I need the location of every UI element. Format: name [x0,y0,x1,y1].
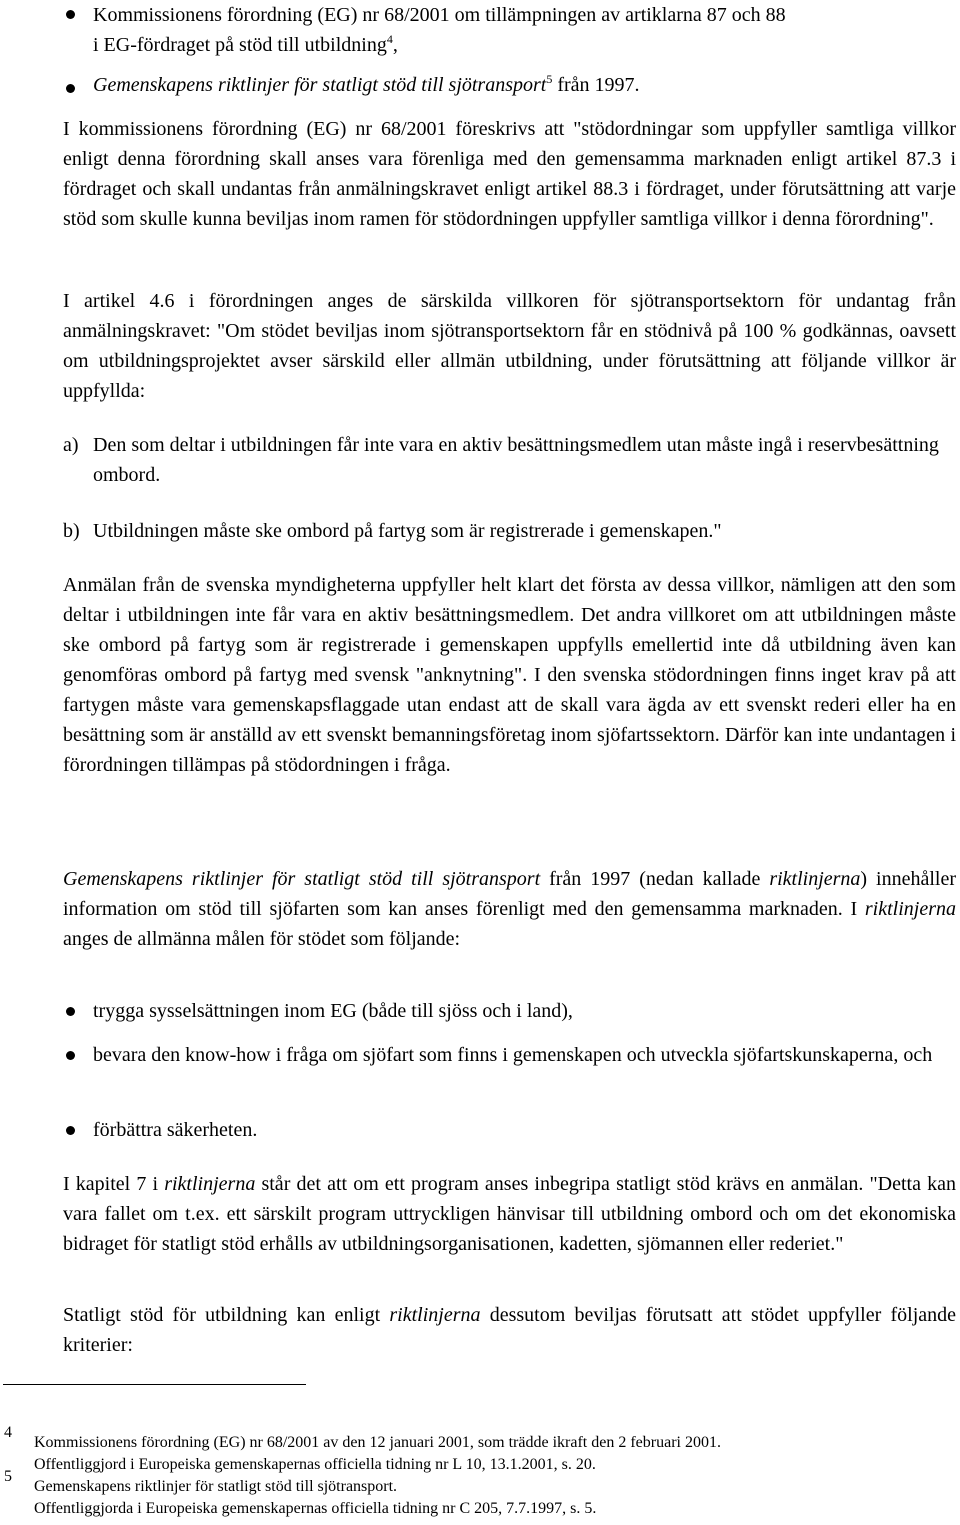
footnote-number: 5 [4,1468,12,1485]
condition-label: b) [63,520,80,542]
list-item-text: trygga sysselsättningen inom EG (både till sjöss och i land), [93,1000,573,1022]
condition-label: a) [63,434,79,456]
footnote-text: Kommissionens förordning (EG) nr 68/2001 av den 12 januari 2001, som trädde ikraft den 2 februari 2001. [34,1434,721,1451]
bullet-icon [66,10,75,19]
condition-text: Den som deltar i utbildningen får inte vara en aktiv besättningsmedlem utan måste ingå i reservbesättning ombord. [93,434,939,486]
bullet-icon [66,84,75,93]
paragraph: I kommissionens förordning (EG) nr 68/2001 föreskrivs att "stödordningar som uppfyller samtliga villkor enligt denna förordning skall anses vara förenliga med den gemensamma marknaden enligt artikel 87.3 i fördraget och skall undantas från anmälningskravet enligt artikel 88.3 i fördraget, under förutsättning att varje stöd som skulle kunna beviljas inom ramen för stödordningen uppfyller samtliga villkor i denna förordning". [63,118,956,230]
paragraph: Anmälan från de svenska myndigheterna uppfyller helt klart det första av dessa villkor, nämligen att den som deltar i utbildningen inte får vara en aktiv besättningsmedlem. Det andra villkoret om att utbildningen måste ske ombord på fartyg som är registrerade i gemenskapen uppfylls emellertid inte då utbildning även kan genomföras ombord på fartyg med svensk "anknytning". I den svenska stödordningen finns inget krav på att fartygen måste vara gemenskapsflaggade utan endast att de skall vara ägda av ett svenskt rederi eller ha en besättning som är anställd av ett svenskt bemanningsföretag inom sjöfartssektorn. Därför kan inte undantagen i förordningen tillämpas på stödordningen i fråga. [63,574,956,776]
paragraph: Statligt stöd för utbildning kan enligt riktlinjerna dessutom beviljas förutsatt att stödet uppfyller följande kriterier: [63,1304,957,1356]
paragraph: I kapitel 7 i riktlinjerna står det att om ett program anses inbegripa statligt stöd krävs en anmälan. "Detta kan vara fallet om t.ex. ett särskilt program uttryckligen hänvisar till utbildning ombord och om det ekonomiska bidraget för statligt stöd erhålls av utbildningsorganisationen, kadetten, sjömannen eller rederiet." [63,1173,956,1255]
list-item-text: Kommissionens förordning (EG) nr 68/2001 om tillämpningen av artiklarna 87 och 88 i EG-fördraget på stöd till utbildning$^4$, [93,4,786,56]
bullet-icon [66,1126,75,1135]
list-item-text: Gemenskapens riktlinjer för statligt stöd till sjötransport$^5$ från 1997. [93,72,640,96]
footnote-divider [3,1384,306,1385]
list-item-text: förbättra säkerheten. [93,1119,258,1141]
condition-text: Utbildningen måste ske ombord på fartyg som är registrerade i gemenskapen." [93,520,722,542]
condition-a [63,430,956,490]
paragraph: Gemenskapens riktlinjer för statligt stöd till sjötransport från 1997 (nedan kallade riktlinjerna) innehåller information om stöd till sjöfarten som kan anses förenligt med den gemensamma marknaden. I riktlinjerna anges de allmänna målen för stödet som följande: [63,868,957,950]
footnote-text: Offentliggjorda i Europeiska gemenskapernas officiella tidning nr C 205, 7.7.1997, s. 5. [34,1500,597,1517]
footnote-text: Gemenskapens riktlinjer för statligt stöd till sjötransport. [34,1478,398,1495]
paragraph: I artikel 4.6 i förordningen anges de särskilda villkoren för sjötransportsektorn för undantag från anmälningskravet: "Om stödet beviljas inom sjötransportsektorn får en stödnivå på 100 % godkännas, oavsett om utbildningsprojektet avser särskild eller allmän utbildning, under förutsättning att följande villkor är uppfyllda: [63,290,956,402]
bullet-icon [66,1007,75,1016]
footnote-ref: 5 [546,72,553,86]
bullet-icon [66,1051,75,1060]
footnote-number: 4 [4,1424,12,1441]
footnote-ref: 4 [386,32,393,46]
footnote-text: Offentliggjord i Europeiska gemenskapernas officiella tidning nr L 10, 13.1.2001, s. 20. [34,1456,596,1473]
list-item-text: bevara den know-how i fråga om sjöfart som finns i gemenskapen och utveckla sjöfartskunskaperna, och [93,1044,933,1066]
condition-b [63,516,956,546]
